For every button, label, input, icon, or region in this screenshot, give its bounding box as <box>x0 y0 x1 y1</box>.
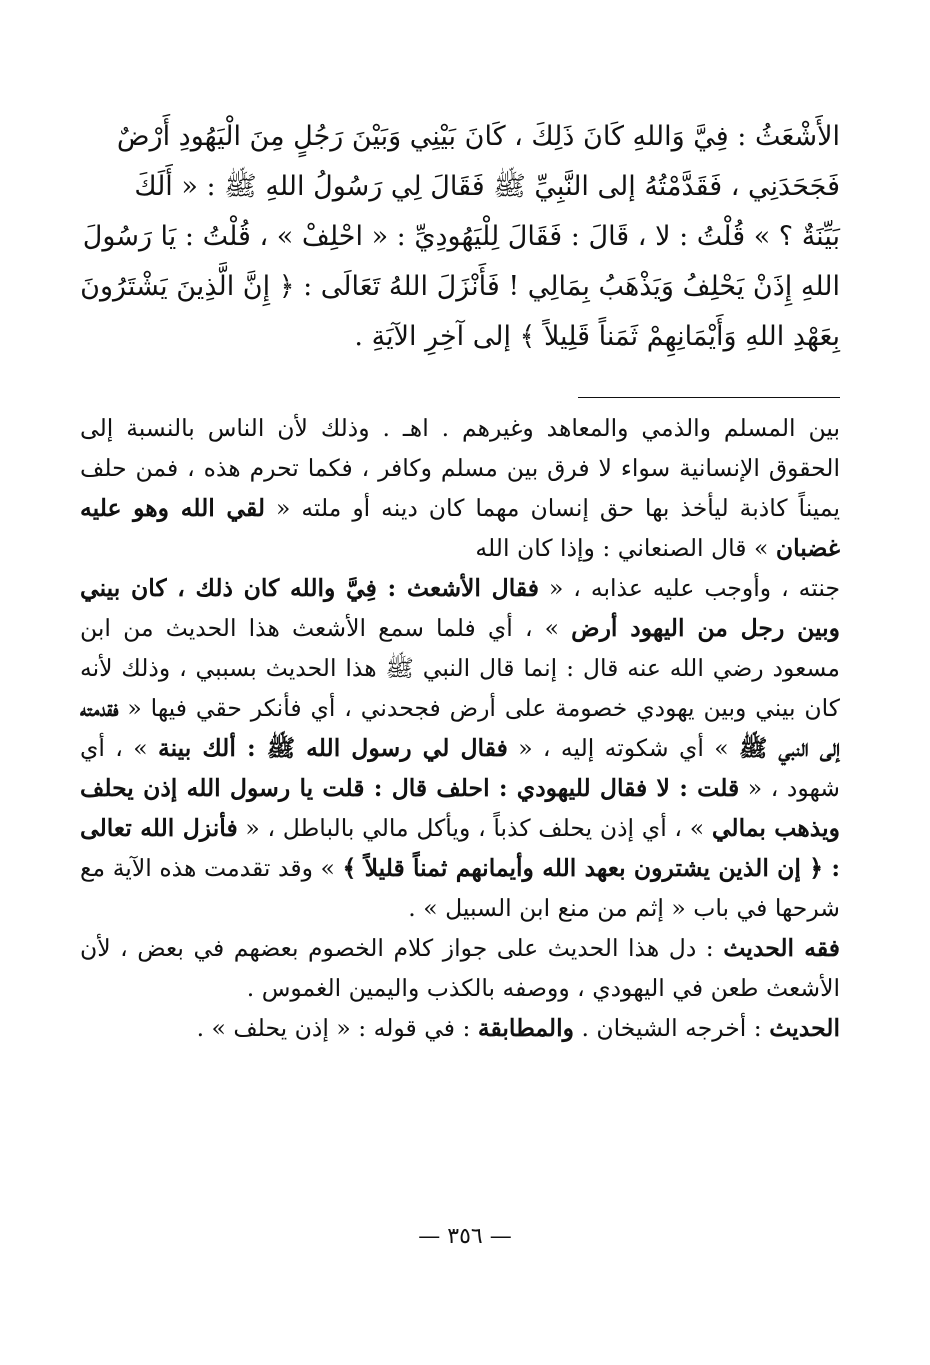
commentary-paragraph <box>80 568 840 928</box>
commentary-run: » ، أي شهود ، « <box>80 734 840 802</box>
commentary-run: » ، أي إذن يحلف كذباً ، ويأكل مالي بالباطل ، « <box>237 814 712 842</box>
commentary-bold-run: لقي الله وهو عليه غضبان <box>80 494 840 562</box>
section-heading: والمطابقة <box>477 1014 574 1042</box>
commentary-run: » قال الصنعاني : وإذا كان الله <box>475 534 776 562</box>
commentary-run: » ، أي فلما سمع الأشعث هذا الحديث من ابن مسعود رضي الله عنه قال : إنما قال النبي ﷺ هذا الحديث بسببي ، وذلك لأنه كان بيني وبين يهودي خصومة على أرض فجحدني ، أي فأنكر حقي فيها « <box>80 614 840 722</box>
hadith-line: فَجَحَدَنِي ، فَقَدَّمْتُهُ إلى النَّبِيِّ ﷺ فَقَالَ لِي رَسُولُ اللهِ ﷺ : « أَلَكَ <box>134 171 840 202</box>
hadith-line: اللهِ إِذَنْ يَحْلِفُ وَيَذْهَبُ بِمَالِي ! فَأَنْزَلَ اللهُ تَعَالَى : ﴿ إِنَّ الَّذِينَ يَشْتَرُونَ <box>80 271 840 302</box>
hadith-line: الأَشْعَثُ : فِيَّ وَاللهِ كَانَ ذَلِكَ ، كَانَ بَيْنِي وَبَيْنَ رَجُلٍ مِنَ الْيَهُودِ أَرْضٌ <box>116 121 840 152</box>
commentary-paragraph <box>80 928 840 1008</box>
commentary-bold-run: فقال الأشعث : فِيَّ والله كان ذلك ، كان بيني وبين رجل من اليهود أرض <box>80 574 840 642</box>
hadith-text <box>80 112 840 362</box>
commentary-paragraph <box>80 1008 840 1048</box>
commentary-run: » وقد تقدمت هذه الآية مع شرحها في باب « إثم من منع ابن السبيل » . <box>80 854 840 922</box>
page-number: — ٣٥٦ — <box>418 1224 512 1249</box>
section-heading: فقه الحديث <box>723 934 841 962</box>
commentary-run: جنته ، وأوجب عليه عذابه ، « <box>538 574 840 602</box>
commentary-bold-run: فقال لي رسول الله ﷺ : ألك بينة <box>157 734 508 762</box>
commentary-run: : في قوله : « إذن يحلف » . <box>196 1014 478 1042</box>
commentary-paragraph <box>80 408 840 568</box>
section-heading: الحديث <box>769 1014 840 1042</box>
hadith-line: بِعَهْدِ اللهِ وَأَيْمَانِهِمْ ثَمَناً قَلِيلاً ﴾ إلى آخِرِ الآيَةِ . <box>354 321 840 352</box>
commentary-run: : دل هذا الحديث على جواز كلام الخصوم بعضهم في بعض ، لأن الأشعث طعن في اليهودي ، ووصفه بالكذب واليمين الغموس . <box>80 934 840 1002</box>
commentary-bold-run: فأنزل الله تعالى : ﴿ إن الذين يشترون بعهد الله وأيمانهم ثمناً قليلاً ﴾ <box>80 814 841 882</box>
commentary-text <box>80 408 840 1048</box>
commentary-run: بين المسلم والذمي والمعاهد وغيرهم . اهـ . وذلك لأن الناس بالنسبة إلى الحقوق الإنسانية سواء لا فرق بين مسلم وكافر ، فكما تحرم هذه ، فمن حلف يميناً كاذبة ليأخذ بها حق إنسان مهما كان دينه أو ملته « <box>80 414 840 522</box>
hadith-line: بَيِّنَةٌ ؟ » قُلْتُ : لا ، قَالَ : فَقَالَ لِلْيَهُودِيِّ : « احْلِفْ » ، قُلْتُ : يَا رَسُولَ <box>82 221 840 252</box>
commentary-bold-run: فقدمته إلى النبي ﷺ <box>80 694 840 762</box>
commentary-run: » أي شكوته إليه ، « <box>507 734 739 762</box>
footnote-divider <box>578 397 840 398</box>
commentary-run: : أخرجه الشيخان . <box>573 1014 770 1042</box>
commentary-bold-run: قلت : لا فقال لليهودي : احلف قال : قلت يا رسول الله إذن يحلف ويذهب بمالي <box>80 774 840 842</box>
